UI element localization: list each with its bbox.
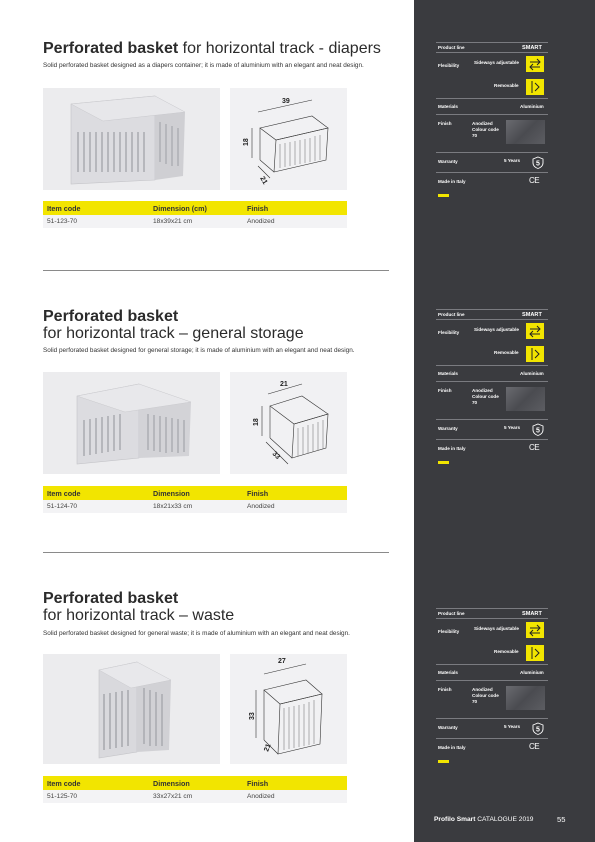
svg-text:5: 5 (536, 427, 540, 435)
dim-label-b: 18 (243, 138, 250, 146)
dim-label-c: 21 (263, 742, 273, 753)
col-dimension: Dimension (cm) (153, 203, 207, 213)
table-row (43, 215, 347, 228)
spec-row-warranty: Warranty 5 Years 5 (436, 152, 548, 172)
dimension-drawing (230, 654, 347, 764)
product-table (43, 201, 347, 228)
product-photo (43, 654, 220, 764)
finish-swatch (506, 686, 545, 710)
col-finish: Finish (247, 778, 269, 788)
cell-item-code: 51-125-70 (47, 793, 78, 800)
product-photo (43, 372, 220, 474)
finish-swatch (506, 120, 545, 144)
cell-item-code: 51-123-70 (47, 218, 78, 225)
ce-mark: CE (529, 443, 540, 452)
cell-finish: Anodized (247, 793, 275, 800)
cell-finish: Anodized (247, 218, 275, 225)
cell-item-code: 51-124-70 (47, 503, 78, 510)
ce-mark: CE (529, 742, 540, 751)
finish-swatch (506, 387, 545, 411)
cell-dimension: 18x39x21 cm (153, 218, 193, 225)
table-row (43, 500, 347, 513)
spec-row-flexibility: Flexibility Sideways adjustable Removable (436, 319, 548, 365)
col-finish: Finish (247, 203, 269, 213)
dim-label-b: 33 (249, 712, 256, 720)
cell-dimension: 18x21x33 cm (153, 503, 193, 510)
warranty-shield-icon (532, 156, 544, 169)
table-header (43, 486, 347, 500)
spec-row-finish: Finish Anodized Colour code 70 (436, 114, 548, 152)
dim-label-a: 27 (278, 658, 286, 665)
section-divider (43, 270, 389, 271)
arrows-icon (526, 622, 544, 638)
col-dimension: Dimension (153, 778, 190, 788)
spec-row-flexibility: Flexibility Sideways adjustable Removable (436, 52, 548, 98)
basket-photo-image (43, 88, 220, 190)
col-item-code: Item code (47, 778, 81, 788)
dim-label-a: 39 (282, 98, 290, 105)
page-number: 55 (557, 815, 566, 824)
dim-label-c: 33 (270, 450, 282, 461)
spec-row-warranty: Warranty 5 Years 5 (436, 419, 548, 439)
product-title: Perforated basket (43, 308, 179, 325)
spec-row-flexibility: Flexibility Sideways adjustable Removable (436, 618, 548, 664)
accent-bar (438, 760, 449, 763)
product-subtitle: for horizontal track – waste (43, 607, 235, 624)
warranty-shield-icon (532, 423, 544, 436)
spec-row-materials: Materials Aluminium (436, 98, 548, 114)
spec-row-materials: Materials Aluminium (436, 365, 548, 381)
spec-row-finish: Finish Anodized Colour code 70 (436, 381, 548, 419)
table-header (43, 776, 347, 790)
dimension-drawing (230, 372, 347, 474)
table-header (43, 201, 347, 215)
removable-icon (526, 346, 544, 362)
warranty-shield-icon (532, 722, 544, 735)
dim-label-c: 21 (258, 175, 269, 186)
spec-row-made-in: Made in Italy CE (436, 738, 548, 758)
spec-row-materials: Materials Aluminium (436, 664, 548, 680)
col-dimension: Dimension (153, 488, 190, 498)
svg-text:5: 5 (536, 160, 540, 168)
spec-row-product-line: Product line SMART (436, 309, 548, 319)
cell-finish: Anodized (247, 503, 275, 510)
arrows-icon (526, 323, 544, 339)
product-table (43, 776, 347, 803)
product-description: Solid perforated basket designed as a diapers container; it is made of aluminium with an elegant and neat design. (43, 62, 364, 69)
spec-row-warranty: Warranty 5 Years 5 (436, 718, 548, 738)
col-finish: Finish (247, 488, 269, 498)
product-description: Solid perforated basket designed for general waste; it is made of aluminium with an elegant and neat design. (43, 630, 350, 637)
accent-bar (438, 461, 449, 464)
ce-mark: CE (529, 176, 540, 185)
product-photo (43, 88, 220, 190)
product-description: Solid perforated basket designed for general storage; it is made of aluminium with an elegant and neat design. (43, 347, 355, 354)
spec-row-made-in: Made in Italy CE (436, 172, 548, 192)
spec-row-product-line: Product line SMART (436, 42, 548, 52)
col-item-code: Item code (47, 203, 81, 213)
svg-text:5: 5 (536, 726, 540, 734)
spec-row-made-in: Made in Italy CE (436, 439, 548, 459)
section-divider (43, 552, 389, 553)
cell-dimension: 33x27x21 cm (153, 793, 193, 800)
dimension-drawing (230, 88, 347, 190)
spec-row-product-line: Product line SMART (436, 608, 548, 618)
accent-bar (438, 194, 449, 197)
product-title: Perforated basket (43, 590, 179, 607)
product-title: Perforated basket for horizontal track - diapers (43, 40, 381, 57)
dim-label-b: 18 (253, 418, 260, 426)
spec-row-finish: Finish Anodized Colour code 70 (436, 680, 548, 718)
removable-icon (526, 79, 544, 95)
arrows-icon (526, 56, 544, 72)
product-table (43, 486, 347, 513)
dim-label-a: 21 (280, 381, 288, 388)
removable-icon (526, 645, 544, 661)
product-subtitle: for horizontal track – general storage (43, 325, 304, 342)
footer-catalogue: Profilo Smart CATALOGUE 2019 (434, 816, 534, 823)
col-item-code: Item code (47, 488, 81, 498)
table-row (43, 790, 347, 803)
